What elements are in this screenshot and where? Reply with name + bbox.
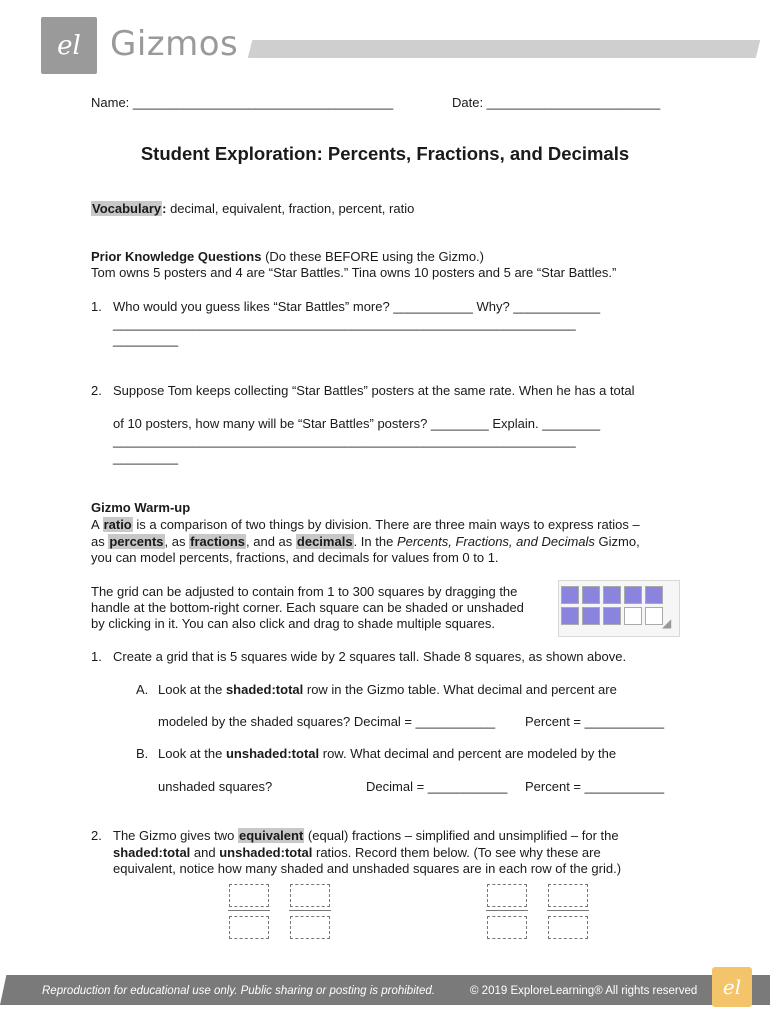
text-run: is a comparison of two things by division. There are three main ways to express ratios – bbox=[132, 517, 640, 532]
fraction-bar bbox=[289, 910, 331, 911]
fraction-box[interactable] bbox=[487, 884, 527, 907]
grid-square-shaded bbox=[603, 586, 621, 604]
q1-line3[interactable]: _________ bbox=[113, 332, 179, 347]
term-percents: percents bbox=[109, 534, 164, 549]
q2-line3[interactable]: ________________________________________________________________ bbox=[113, 433, 576, 448]
qa-decimal-blank[interactable]: modeled by the shaded squares? Decimal = ___________ bbox=[158, 714, 496, 729]
grid-square-shaded bbox=[645, 586, 663, 604]
text-run: Look at the bbox=[158, 746, 226, 761]
q1-line1[interactable]: Who would you guess likes “Star Battles” more? ___________ Why? ____________ bbox=[113, 299, 601, 314]
qa-line1 bbox=[158, 681, 617, 698]
name-field[interactable]: Name: ____________________________________ bbox=[91, 95, 394, 110]
warmup-q1-text: Create a grid that is 5 squares wide by 2 squares tall. Shade 8 squares, as shown above. bbox=[113, 649, 627, 664]
qb-line1 bbox=[158, 745, 616, 762]
fraction-box[interactable] bbox=[487, 916, 527, 939]
vocabulary-colon: : bbox=[162, 201, 167, 216]
q2-line2[interactable]: of 10 posters, how many will be “Star Battles” posters? ________ Explain. ________ bbox=[113, 416, 601, 431]
fraction-box[interactable] bbox=[548, 884, 588, 907]
vocabulary-label: Vocabulary bbox=[92, 201, 162, 216]
vocabulary-line bbox=[91, 200, 414, 217]
text-run: Gizmo, bbox=[594, 534, 640, 549]
vocabulary-terms: decimal, equivalent, fraction, percent, ratio bbox=[166, 201, 415, 216]
qa-letter: A. bbox=[136, 682, 149, 697]
footer-notice: Reproduction for educational use only. Public sharing or posting is prohibited. bbox=[42, 985, 435, 997]
fraction-bar bbox=[228, 910, 270, 911]
qa-percent-blank[interactable]: Percent = ___________ bbox=[525, 714, 665, 729]
explorelearning-logo bbox=[712, 967, 752, 1007]
warmup-q2-line2 bbox=[113, 844, 601, 861]
qb-letter: B. bbox=[136, 746, 149, 761]
text-run: A bbox=[91, 517, 103, 532]
q1-line2[interactable]: ________________________________________________________________ bbox=[113, 316, 576, 331]
grid-square-unshaded bbox=[645, 607, 663, 625]
term-ratio: ratio bbox=[103, 517, 132, 532]
text-run: row in the Gizmo table. What decimal and percent are bbox=[303, 682, 617, 697]
footer-logo-glyph: el bbox=[722, 975, 742, 999]
warmup-p1-line3: you can model percents, fractions, and decimals for values from 0 to 1. bbox=[91, 550, 499, 565]
gizmo-name: Percents, Fractions, and Decimals bbox=[396, 534, 595, 549]
fraction-box[interactable] bbox=[548, 916, 588, 939]
brand-name: Gizmos bbox=[110, 24, 239, 64]
fraction-box[interactable] bbox=[229, 884, 269, 907]
warmup-p2-line1: The grid can be adjusted to contain from 1 to 300 squares by dragging the bbox=[91, 584, 518, 599]
warmup-p1-line1 bbox=[91, 516, 640, 533]
bold-term: unshaded:total bbox=[219, 845, 313, 860]
warmup-q1-number: 1. bbox=[91, 649, 102, 664]
text-run: (equal) fractions – simplified and unsimplified – for the bbox=[304, 828, 619, 843]
gizmos-logo bbox=[41, 17, 97, 74]
prior-note: (Do these BEFORE using the Gizmo.) bbox=[261, 249, 484, 264]
prior-intro: Tom owns 5 posters and 4 are “Star Battles.” Tina owns 10 posters and 5 are “Star Battles.” bbox=[91, 265, 617, 280]
qb-percent-blank[interactable]: Percent = ___________ bbox=[525, 779, 665, 794]
qb-line2: unshaded squares? bbox=[158, 779, 273, 794]
fraction-bar bbox=[486, 910, 528, 911]
page-title: Student Exploration: Percents, Fractions, and Decimals bbox=[140, 143, 630, 164]
fraction-box[interactable] bbox=[290, 884, 330, 907]
q1-number: 1. bbox=[91, 299, 102, 314]
fraction-box[interactable] bbox=[229, 916, 269, 939]
header-bar bbox=[248, 40, 760, 58]
grid-square-shaded bbox=[603, 607, 621, 625]
warmup-p2-line2: handle at the bottom-right corner. Each square can be shaded or unshaded bbox=[91, 600, 524, 615]
warmup-q2-number: 2. bbox=[91, 828, 102, 843]
q2-line4[interactable]: _________ bbox=[113, 450, 179, 465]
logo-glyph: el bbox=[57, 30, 81, 61]
grid-square-shaded bbox=[582, 586, 600, 604]
grid-square-shaded bbox=[624, 586, 642, 604]
text-run: row. What decimal and percent are modeled by the bbox=[319, 746, 617, 761]
text-run: ratios. Record them below. (To see why these are bbox=[312, 845, 601, 860]
warmup-q2-line3: equivalent, notice how many shaded and unshaded squares are in each row of the grid.) bbox=[113, 861, 622, 876]
grid-square-shaded bbox=[561, 607, 579, 625]
term-fractions: fractions bbox=[190, 534, 246, 549]
warmup-p2-line3: by clicking in it. You can also click and drag to shade multiple squares. bbox=[91, 616, 495, 631]
grid-square-unshaded bbox=[624, 607, 642, 625]
warmup-q2-line1 bbox=[113, 827, 619, 844]
prior-heading-line bbox=[91, 248, 484, 265]
text-run: The Gizmo gives two bbox=[113, 828, 238, 843]
text-run: and bbox=[190, 845, 220, 860]
warmup-p1-line2 bbox=[91, 533, 640, 550]
warmup-heading: Gizmo Warm-up bbox=[91, 500, 191, 515]
text-run: Look at the bbox=[158, 682, 226, 697]
fraction-box[interactable] bbox=[290, 916, 330, 939]
text-run: as bbox=[91, 534, 109, 549]
fraction-bar bbox=[547, 910, 589, 911]
bold-term: unshaded:total bbox=[225, 746, 320, 761]
date-field[interactable]: Date: ________________________ bbox=[452, 95, 661, 110]
text-run: . In the bbox=[353, 534, 397, 549]
q2-line1: Suppose Tom keeps collecting “Star Battles” posters at the same rate. When he has a total bbox=[113, 383, 635, 398]
qb-decimal-blank[interactable]: Decimal = ___________ bbox=[366, 779, 508, 794]
term-equivalent: equivalent bbox=[239, 828, 304, 843]
grid-square-shaded bbox=[582, 607, 600, 625]
prior-heading: Prior Knowledge Questions bbox=[91, 249, 262, 264]
term-decimals: decimals bbox=[296, 534, 353, 549]
q2-number: 2. bbox=[91, 383, 102, 398]
footer-copyright: © 2019 ExploreLearning® All rights reserved bbox=[470, 985, 698, 997]
resize-handle-icon: ◢ bbox=[662, 616, 672, 630]
bold-term: shaded:total bbox=[113, 845, 191, 860]
bold-term: shaded:total bbox=[225, 682, 304, 697]
text-run: , and as bbox=[246, 534, 296, 549]
text-run: , as bbox=[164, 534, 190, 549]
grid-square-shaded bbox=[561, 586, 579, 604]
